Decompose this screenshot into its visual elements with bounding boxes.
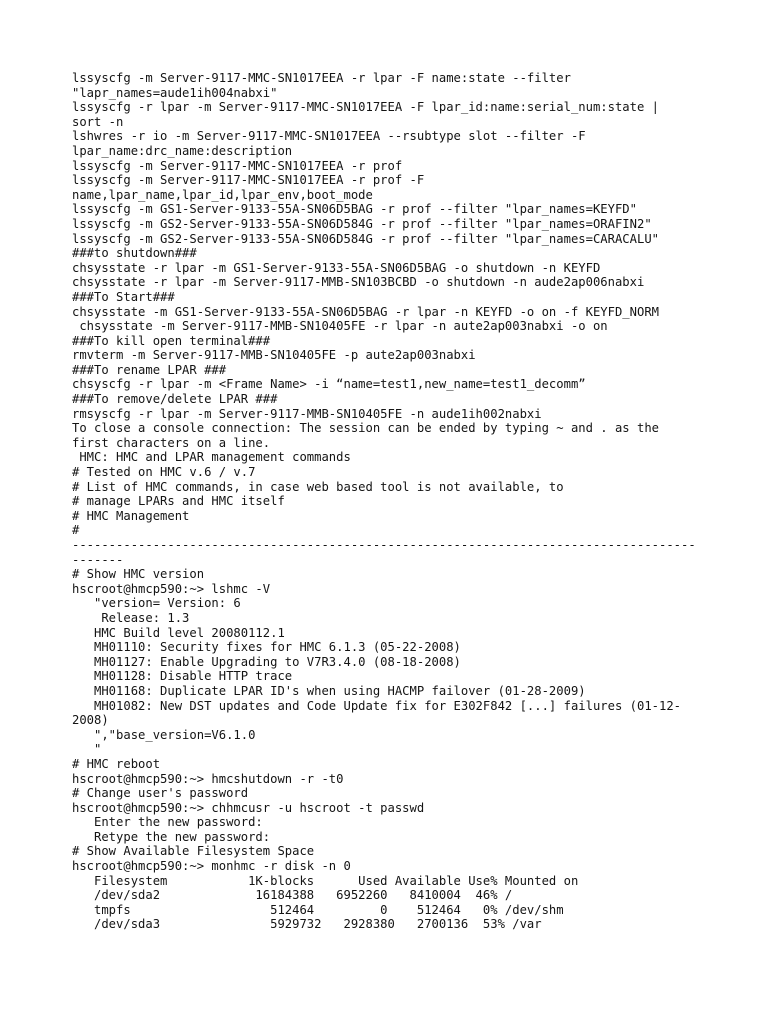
text-line: chsysstate -m Server-9117-MMB-SN10405FE -r lpar -n aute2ap003nabxi -o on — [72, 319, 608, 334]
text-line: lssyscfg -m Server-9117-MMC-SN1017EEA -r prof — [72, 158, 403, 173]
text-line: /dev/sda3 5929732 2928380 2700136 53% /var — [72, 917, 542, 932]
text-line: # Tested on HMC v.6 / v.7 — [72, 465, 256, 480]
text-line: Release: 1.3 — [72, 610, 190, 625]
text-line: Filesystem 1K-blocks Used Available Use% Mounted on — [72, 873, 579, 888]
text-line: ###To kill open terminal### — [72, 333, 271, 348]
text-line: lssyscfg -m Server-9117-MMC-SN1017EEA -r prof -F — [72, 173, 425, 188]
text-line: MH01128: Disable HTTP trace — [72, 669, 293, 684]
text-line: rmsyscfg -r lpar -m Server-9117-MMB-SN10405FE -n aude1ih002nabxi — [72, 406, 542, 421]
text-line: MH01168: Duplicate LPAR ID's when using HACMP failover (01-28-2009) — [72, 683, 586, 698]
text-line: rmvterm -m Server-9117-MMB-SN10405FE -p aute2ap003nabxi — [72, 348, 476, 363]
text-line: lshwres -r io -m Server-9117-MMC-SN1017EEA --rsubtype slot --filter -F — [72, 129, 586, 144]
document-body — [72, 71, 702, 932]
text-line: first characters on a line. — [72, 435, 271, 450]
text-line: MH01082: New DST updates and Code Update fix for E302F842 [...] failures (01-12- — [72, 698, 682, 713]
text-line: To close a console connection: The session can be ended by typing ~ and . as the — [72, 421, 659, 436]
text-line: ###To Start### — [72, 289, 175, 304]
text-line: "version= Version: 6 — [72, 596, 241, 611]
text-line: lssyscfg -m GS2-Server-9133-55A-SN06D584G -r prof --filter "lpar_names=ORAFIN2" — [72, 216, 652, 231]
text-line: # manage LPARs and HMC itself — [72, 494, 285, 509]
text-line: # HMC reboot — [72, 756, 161, 771]
text-line: 2008) — [72, 713, 109, 728]
text-line: ------- — [72, 552, 124, 567]
text-line: ","base_version=V6.1.0 — [72, 727, 256, 742]
text-line: lssyscfg -m Server-9117-MMC-SN1017EEA -r lpar -F name:state --filter — [72, 71, 571, 85]
text-line: MH01127: Enable Upgrading to V7R3.4.0 (08-18-2008) — [72, 654, 461, 669]
text-line: ------------------------------------------------------------------------------------- — [72, 538, 696, 552]
text-line: chsysstate -r lpar -m Server-9117-MMB-SN103BCBD -o shutdown -n aude2ap006nabxi — [72, 275, 645, 290]
text-line: chsysstate -m GS1-Server-9133-55A-SN06D5BAG -r lpar -n KEYFD -o on -f KEYFD_NORM — [72, 304, 659, 319]
text-line: # HMC Management — [72, 508, 190, 523]
text-line: Retype the new password: — [72, 829, 271, 844]
text-line: " — [72, 742, 102, 757]
text-line: hscroot@hmcp590:~> chhmcusr -u hscroot -t passwd — [72, 800, 425, 815]
text-line: # Change user's password — [72, 786, 249, 801]
text-line: hscroot@hmcp590:~> hmcshutdown -r -t0 — [72, 771, 344, 786]
text-line: tmpfs 512464 0 512464 0% /dev/shm — [72, 902, 564, 917]
text-line: HMC Build level 20080112.1 — [72, 625, 285, 640]
text-line: "lapr_names=aude1ih004nabxi" — [72, 85, 278, 100]
text-line: /dev/sda2 16184388 6952260 8410004 46% / — [72, 888, 513, 903]
text-line: hscroot@hmcp590:~> lshmc -V — [72, 581, 271, 596]
text-line: MH01110: Security fixes for HMC 6.1.3 (05-22-2008) — [72, 640, 461, 655]
text-line: ###to shutdown### — [72, 246, 197, 261]
text-line: lssyscfg -r lpar -m Server-9117-MMC-SN1017EEA -F lpar_id:name:serial_num:state | — [72, 100, 659, 115]
text-line: Enter the new password: — [72, 815, 263, 830]
text-line: chsyscfg -r lpar -m <Frame Name> -i “name=test1,new_name=test1_decomm” — [72, 377, 586, 392]
text-line: lssyscfg -m GS1-Server-9133-55A-SN06D5BAG -r prof --filter "lpar_names=KEYFD" — [72, 202, 637, 217]
text-line: HMC: HMC and LPAR management commands — [72, 450, 351, 465]
text-line: # Show Available Filesystem Space — [72, 844, 315, 859]
text-line: # Show HMC version — [72, 567, 205, 582]
text-line: ###To rename LPAR ### — [72, 362, 227, 377]
text-line: lpar_name:drc_name:description — [72, 143, 293, 158]
text-line: hscroot@hmcp590:~> monhmc -r disk -n 0 — [72, 859, 351, 874]
text-line: name,lpar_name,lpar_id,lpar_env,boot_mode — [72, 187, 373, 202]
text-line: # List of HMC commands, in case web based tool is not available, to — [72, 479, 564, 494]
text-line: # — [72, 523, 80, 538]
text-line: lssyscfg -m GS2-Server-9133-55A-SN06D584G -r prof --filter "lpar_names=CARACALU" — [72, 231, 659, 246]
text-line: chsysstate -r lpar -m GS1-Server-9133-55A-SN06D5BAG -o shutdown -n KEYFD — [72, 260, 601, 275]
text-line: ###To remove/delete LPAR ### — [72, 392, 278, 407]
text-line: sort -n — [72, 114, 124, 129]
